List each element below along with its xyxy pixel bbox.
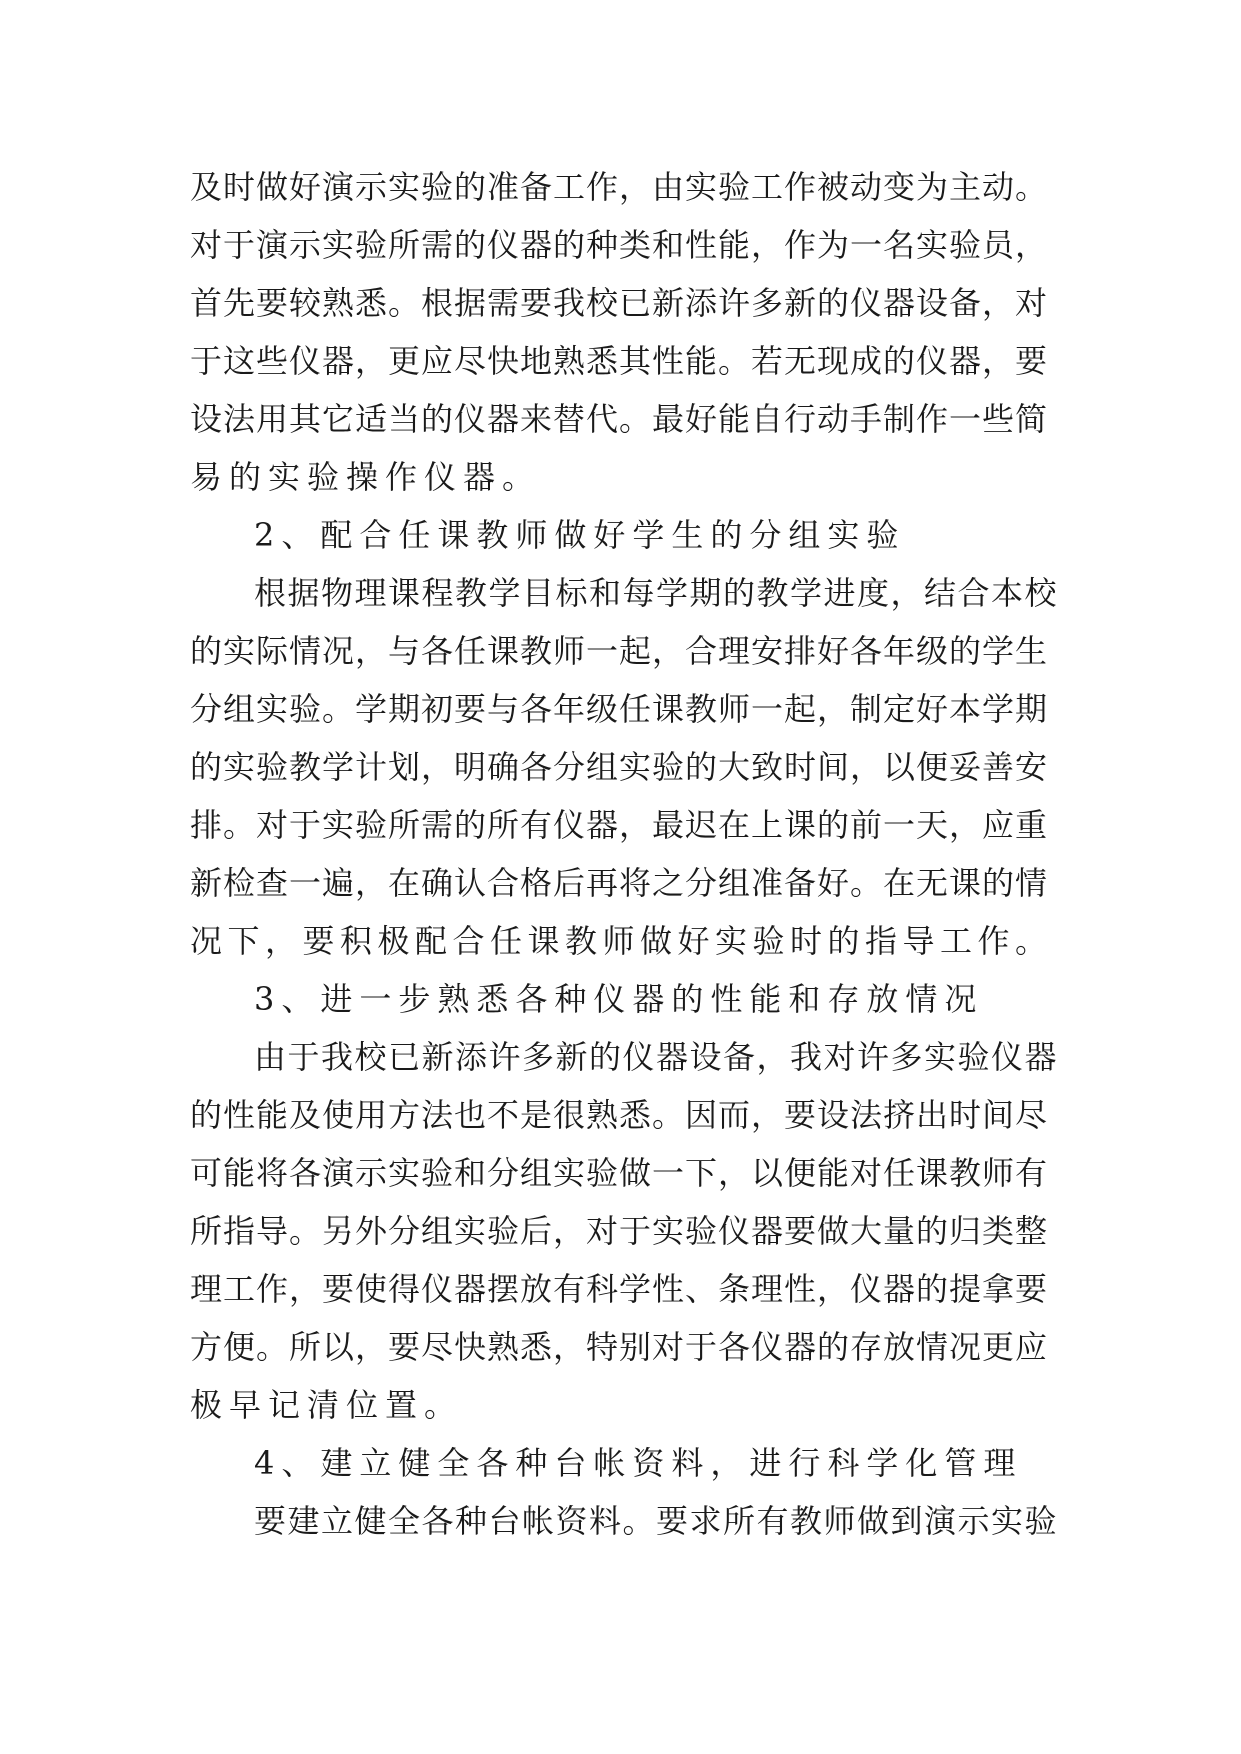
paragraph-line: 的性能及使用方法也不是很熟悉。因而，要设法挤出时间尽 <box>190 1096 1049 1134</box>
paragraph-line: 根据物理课程教学目标和每学期的教学进度，结合本校 <box>254 574 1059 612</box>
paragraph-line: 况下，要积极配合任课教师做好实验时的指导工作。 <box>190 922 1053 960</box>
paragraph-line: 分组实验。学期初要与各年级任课教师一起，制定好本学期 <box>190 690 1049 728</box>
paragraph-line: 及时做好演示实验的准备工作，由实验工作被动变为主动。 <box>190 168 1049 206</box>
paragraph-line: 设法用其它适当的仪器来替代。最好能自行动手制作一些简 <box>190 400 1049 438</box>
paragraph-line: 易的实验操作仪器。 <box>190 458 542 496</box>
section-heading: 4、建立健全各种台帐资料，进行科学化管理 <box>254 1444 1023 1482</box>
paragraph-line: 方便。所以，要尽快熟悉，特别对于各仪器的存放情况更应 <box>190 1328 1049 1366</box>
paragraph-line: 排。对于实验所需的所有仪器，最迟在上课的前一天，应重 <box>190 806 1049 844</box>
paragraph-line: 对于演示实验所需的仪器的种类和性能，作为一名实验员， <box>190 226 1049 264</box>
paragraph-line: 由于我校已新添许多新的仪器设备，我对许多实验仪器 <box>254 1038 1059 1076</box>
section-heading: 3、进一步熟悉各种仪器的性能和存放情况 <box>254 980 984 1018</box>
paragraph-line: 的实际情况，与各任课教师一起，合理安排好各年级的学生 <box>190 632 1049 670</box>
paragraph-line: 新检查一遍，在确认合格后再将之分组准备好。在无课的情 <box>190 864 1049 902</box>
section-heading: 2、配合任课教师做好学生的分组实验 <box>254 516 906 554</box>
paragraph-line: 可能将各演示实验和分组实验做一下，以便能对任课教师有 <box>190 1154 1049 1192</box>
paragraph-line: 于这些仪器，更应尽快地熟悉其性能。若无现成的仪器，要 <box>190 342 1049 380</box>
paragraph-line: 所指导。另外分组实验后，对于实验仪器要做大量的归类整 <box>190 1212 1049 1250</box>
paragraph-line: 极早记清位置。 <box>190 1386 464 1424</box>
paragraph-line: 理工作，要使得仪器摆放有科学性、条理性，仪器的提拿要 <box>190 1270 1049 1308</box>
paragraph-line: 首先要较熟悉。根据需要我校已新添许多新的仪器设备，对 <box>190 284 1049 322</box>
paragraph-line: 的实验教学计划，明确各分组实验的大致时间，以便妥善安 <box>190 748 1049 786</box>
paragraph-line: 要建立健全各种台帐资料。要求所有教师做到演示实验 <box>254 1502 1059 1540</box>
